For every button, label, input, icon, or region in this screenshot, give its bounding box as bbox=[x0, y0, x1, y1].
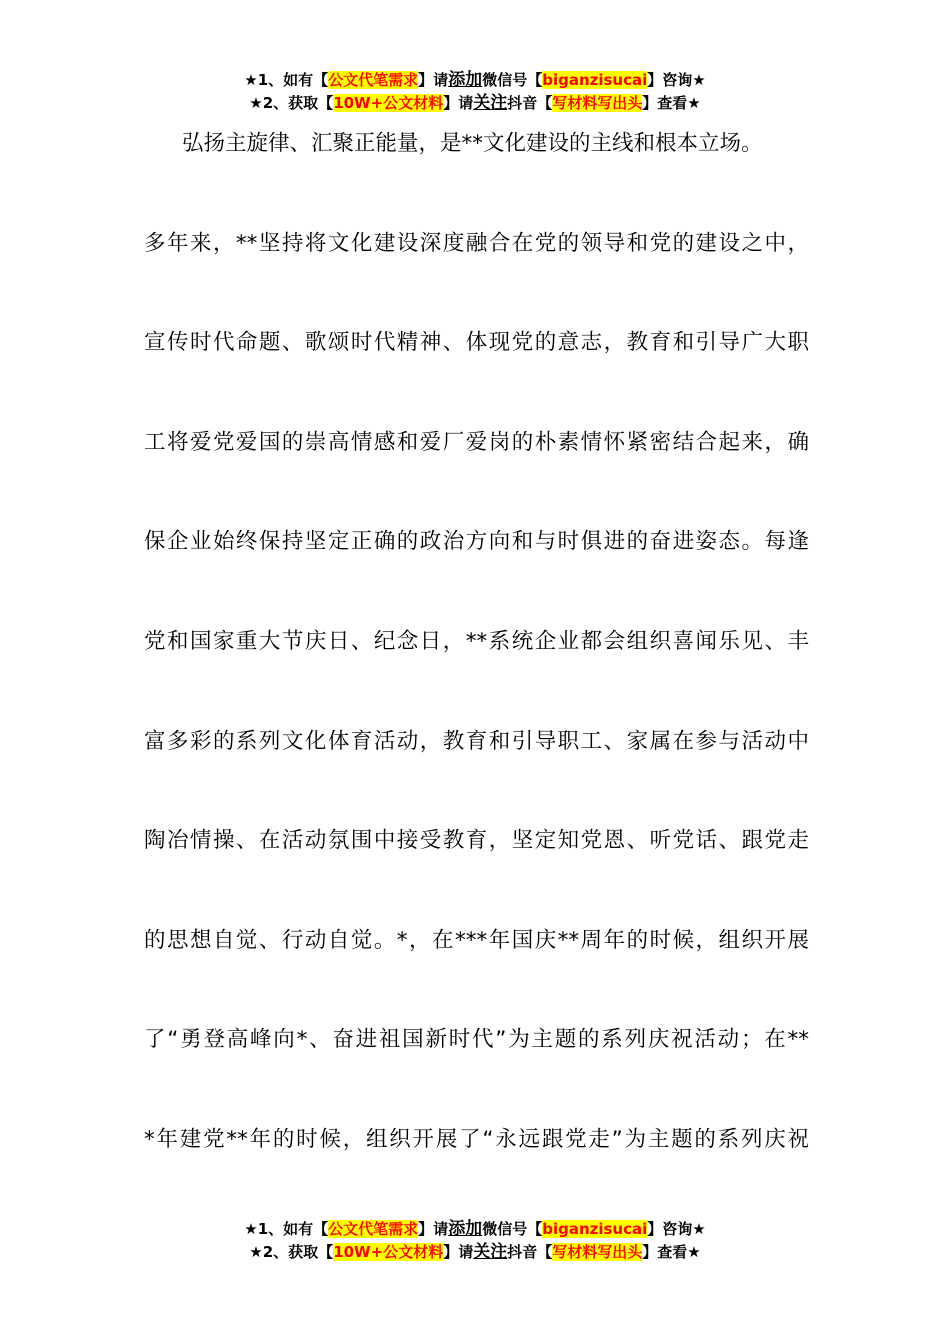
banner-underlined-text: 添加 bbox=[448, 1219, 483, 1239]
banner-text: 微信号【 bbox=[482, 71, 543, 89]
banner-text: 】请 bbox=[443, 1243, 474, 1261]
banner-highlight: 写材料写出头 bbox=[552, 94, 643, 112]
body-line: 弘扬主旋律、汇聚正能量，是**文化建设的主线和根本立场。 bbox=[182, 131, 763, 156]
banner-text: 】请 bbox=[443, 94, 474, 112]
banner-text: ★1、如有【 bbox=[244, 71, 329, 89]
footer-banner bbox=[0, 1218, 950, 1264]
header-banner bbox=[0, 69, 950, 115]
banner-text: 】咨询★ bbox=[647, 71, 706, 89]
body-line: 保企业始终保持坚定正确的政治方向和与时俱进的奋进姿态。每逢 bbox=[144, 529, 809, 555]
banner-highlight: 10W+公文材料 bbox=[333, 94, 444, 112]
header-banner-line-2 bbox=[0, 92, 950, 115]
header-banner-line-1 bbox=[0, 69, 950, 92]
banner-highlight: 10W+公文材料 bbox=[333, 1243, 444, 1261]
body-line: 多年来，**坚持将文化建设深度融合在党的领导和党的建设之中， bbox=[144, 230, 809, 256]
banner-text: ★1、如有【 bbox=[244, 1220, 329, 1238]
banner-text: 抖音【 bbox=[507, 1243, 553, 1261]
banner-highlight: 公文代笔需求 bbox=[328, 71, 419, 89]
banner-highlight: 公文代笔需求 bbox=[328, 1220, 419, 1238]
banner-text: 微信号【 bbox=[482, 1220, 543, 1238]
banner-text: ★2、获取【 bbox=[249, 1243, 334, 1261]
footer-banner-line-2 bbox=[0, 1241, 950, 1264]
body-line: 工将爱党爱国的崇高情感和爱厂爱岗的朴素情怀紧密结合起来，确 bbox=[144, 429, 809, 455]
banner-highlight: biganzisucai bbox=[542, 1220, 648, 1238]
banner-text: 】请 bbox=[418, 71, 449, 89]
body-line: 的思想自觉、行动自觉。*，在***年国庆**周年的时候，组织开展 bbox=[144, 927, 809, 953]
body-line: 陶冶情操、在活动氛围中接受教育，坚定知党恩、听党话、跟党走 bbox=[144, 828, 809, 854]
banner-highlight: biganzisucai bbox=[542, 71, 648, 89]
banner-text: 抖音【 bbox=[507, 94, 553, 112]
banner-text: 】查看★ bbox=[642, 1243, 701, 1261]
body-line: 富多彩的系列文化体育活动，教育和引导职工、家属在参与活动中 bbox=[144, 728, 809, 754]
banner-text: 】查看★ bbox=[642, 94, 701, 112]
banner-text: ★2、获取【 bbox=[249, 94, 334, 112]
body-line: 了“勇登高峰向*、奋进祖国新时代”为主题的系列庆祝活动；在** bbox=[144, 1027, 809, 1053]
body-line: 党和国家重大节庆日、纪念日，**系统企业都会组织喜闻乐见、丰 bbox=[144, 629, 809, 654]
body-line: *年建党**年的时候，组织开展了“永远跟党走”为主题的系列庆祝 bbox=[144, 1127, 809, 1152]
banner-text: 】请 bbox=[418, 1220, 449, 1238]
banner-underlined-text: 关注 bbox=[473, 93, 508, 113]
banner-highlight: 写材料写出头 bbox=[552, 1243, 643, 1261]
body-line: 宣传时代命题、歌颂时代精神、体现党的意志，教育和引导广大职 bbox=[144, 330, 809, 356]
banner-underlined-text: 关注 bbox=[473, 1242, 508, 1262]
footer-banner-line-1 bbox=[0, 1218, 950, 1241]
banner-text: 】咨询★ bbox=[647, 1220, 706, 1238]
banner-underlined-text: 添加 bbox=[448, 70, 483, 90]
